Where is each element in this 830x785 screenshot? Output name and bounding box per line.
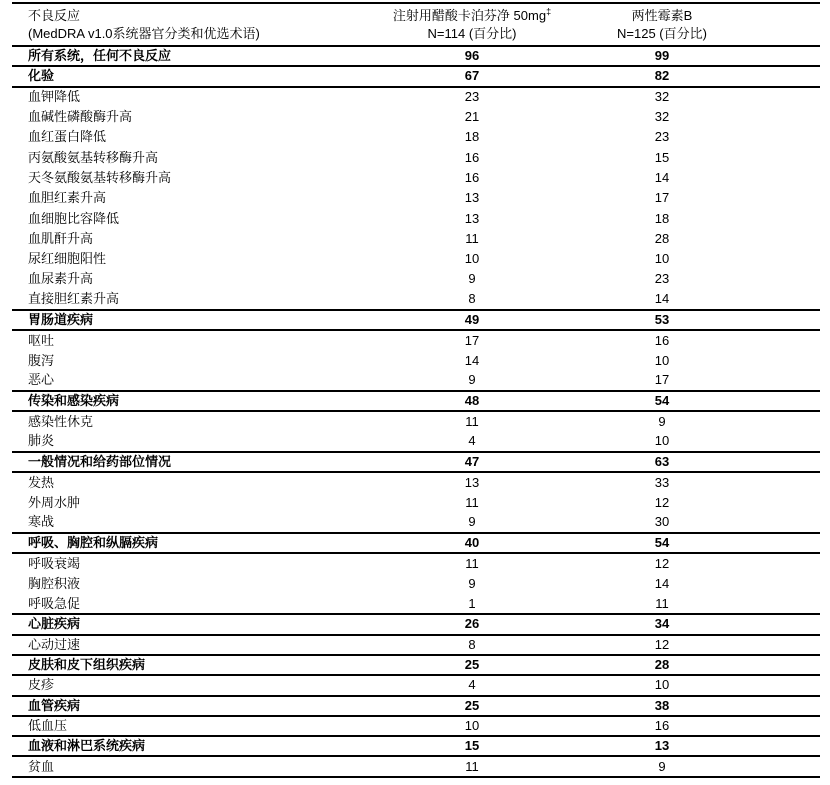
- double-dagger-footnote-mark: ‡: [546, 6, 552, 17]
- amphotericin-percent-value: 33: [654, 474, 670, 490]
- row-label: 呼吸急促: [28, 595, 81, 611]
- amphotericin-percent-value: 53: [654, 312, 670, 327]
- table-body: [12, 46, 820, 777]
- caspofungin-percent-value: 15: [464, 738, 480, 754]
- row-label: 心动过速: [28, 636, 81, 652]
- spacer-cell: [757, 675, 820, 695]
- row-label: 丙氨酸氨基转移酶升高: [28, 149, 159, 165]
- spacer-cell: [757, 350, 820, 370]
- amphotericin-percent-value: 16: [654, 717, 670, 733]
- amphotericin-percent-value: 54: [654, 393, 670, 409]
- section-row: [12, 655, 820, 675]
- header-amphotericin: [567, 3, 757, 46]
- spacer-cell: [757, 229, 820, 249]
- spacer-cell: [757, 574, 820, 594]
- amphotericin-percent-value: 11: [655, 595, 669, 611]
- row-label: 血管疾病: [28, 697, 81, 713]
- row-label: 所有系统，任何不良反应: [28, 48, 172, 64]
- caspofungin-percent-value: 1: [468, 595, 476, 611]
- amphotericin-percent-value: 34: [654, 616, 670, 632]
- amphotericin-percent-value: 82: [654, 68, 670, 84]
- caspofungin-percent-value: 67: [464, 68, 480, 84]
- header-col2-title-text: 注射用醋酸卡泊芬净 50mg: [392, 8, 547, 23]
- amphotericin-percent-value: 10: [654, 251, 670, 267]
- header-col3-title: 两性霉素B: [631, 8, 693, 23]
- row-label: 直接胆红素升高: [28, 291, 120, 307]
- spacer-cell: [757, 310, 820, 330]
- row-label: 腹泻: [28, 352, 55, 368]
- spacer-cell: [757, 107, 820, 127]
- spacer-cell: [757, 493, 820, 513]
- row-label: 一般情况和给药部位情况: [28, 454, 172, 470]
- caspofungin-percent-value: 21: [464, 109, 480, 125]
- table-header: [12, 3, 820, 46]
- spacer-cell: [757, 655, 820, 675]
- spacer-cell: [757, 533, 820, 553]
- row-label: 传染和感染疾病: [28, 393, 120, 409]
- header-col2-subtitle: N=114 (百分比): [427, 26, 517, 41]
- table-row: [12, 87, 820, 107]
- caspofungin-percent-value: 16: [464, 169, 480, 185]
- section-row: [12, 310, 820, 330]
- caspofungin-percent-value: 23: [464, 89, 480, 105]
- caspofungin-percent-value: 14: [464, 352, 480, 368]
- section-row: [12, 66, 820, 86]
- spacer-cell: [757, 188, 820, 208]
- spacer-cell: [757, 696, 820, 716]
- header-col1-line1: 不良反应: [28, 8, 81, 23]
- spacer-cell: [757, 290, 820, 310]
- spacer-cell: [757, 594, 820, 614]
- section-row: [12, 391, 820, 411]
- caspofungin-percent-value: 9: [468, 514, 476, 530]
- header-col2-title: [377, 7, 567, 25]
- spacer-cell: [757, 411, 820, 431]
- caspofungin-percent-value: 18: [464, 129, 480, 145]
- table-row: [12, 635, 820, 655]
- table-row: [12, 330, 820, 350]
- table-row: [12, 574, 820, 594]
- row-label: 胃肠道疾病: [28, 312, 94, 327]
- spacer-cell: [757, 371, 820, 391]
- amphotericin-percent-value: 12: [654, 556, 670, 572]
- spacer-cell: [757, 168, 820, 188]
- spacer-cell: [757, 432, 820, 452]
- caspofungin-percent-value: 11: [465, 556, 479, 572]
- header-col3-subtitle: N=125 (百分比): [617, 26, 707, 41]
- spacer-cell: [757, 208, 820, 228]
- spacer-cell: [757, 472, 820, 492]
- amphotericin-percent-value: 28: [654, 230, 670, 246]
- header-caspofungin: [377, 3, 567, 46]
- caspofungin-percent-value: 26: [464, 616, 480, 632]
- spacer-cell: [757, 66, 820, 86]
- table-row: [12, 756, 820, 776]
- caspofungin-percent-value: 11: [465, 413, 479, 429]
- table-row: [12, 371, 820, 391]
- amphotericin-percent-value: 23: [654, 129, 670, 145]
- section-row: [12, 533, 820, 553]
- row-label: 呼吸、胸腔和纵膈疾病: [28, 535, 159, 551]
- caspofungin-percent-value: 13: [464, 474, 480, 490]
- amphotericin-percent-value: 14: [654, 575, 670, 591]
- amphotericin-percent-value: 28: [654, 657, 670, 673]
- table-row: [12, 168, 820, 188]
- row-label: 血肌酐升高: [28, 230, 94, 246]
- spacer-cell: [757, 614, 820, 634]
- row-label: 胸腔积液: [28, 575, 81, 591]
- table-row: [12, 553, 820, 573]
- spacer-cell: [757, 635, 820, 655]
- table-row: [12, 127, 820, 147]
- row-label: 恶心: [28, 372, 55, 388]
- caspofungin-percent-value: 4: [468, 433, 476, 449]
- row-label: 血碱性磷酸酶升高: [28, 109, 133, 125]
- section-row: [12, 614, 820, 634]
- amphotericin-percent-value: 15: [654, 149, 670, 165]
- amphotericin-percent-value: 38: [654, 697, 670, 713]
- header-row: [12, 3, 820, 46]
- row-label: 发热: [28, 474, 55, 490]
- caspofungin-percent-value: 9: [468, 372, 476, 388]
- caspofungin-percent-value: 8: [468, 636, 476, 652]
- caspofungin-percent-value: 10: [464, 251, 480, 267]
- table-row: [12, 513, 820, 533]
- row-label: 血钾降低: [28, 89, 81, 105]
- spacer-cell: [757, 391, 820, 411]
- table-row: [12, 432, 820, 452]
- amphotericin-percent-value: 12: [654, 494, 670, 510]
- table-row: [12, 675, 820, 695]
- amphotericin-percent-value: 13: [654, 738, 670, 754]
- amphotericin-percent-value: 32: [654, 89, 670, 105]
- spacer-cell: [757, 127, 820, 147]
- row-label: 心脏疾病: [28, 616, 81, 632]
- spacer-cell: [757, 147, 820, 167]
- header-adverse-reaction: [12, 3, 377, 46]
- table-row: [12, 249, 820, 269]
- amphotericin-percent-value: 99: [654, 48, 670, 64]
- table-row: [12, 107, 820, 127]
- row-label: 贫血: [28, 758, 55, 774]
- amphotericin-percent-value: 10: [654, 433, 670, 449]
- row-label: 化验: [28, 68, 55, 84]
- amphotericin-percent-value: 32: [654, 109, 670, 125]
- amphotericin-percent-value: 9: [658, 758, 666, 774]
- row-label: 低血压: [28, 717, 68, 733]
- caspofungin-percent-value: 9: [468, 575, 476, 591]
- amphotericin-percent-value: 14: [654, 291, 670, 307]
- caspofungin-percent-value: 48: [464, 393, 480, 409]
- adverse-reactions-table: [12, 2, 820, 778]
- caspofungin-percent-value: 11: [465, 494, 479, 510]
- row-label: 皮肤和皮下组织疾病: [28, 657, 146, 673]
- amphotericin-percent-value: 17: [654, 190, 670, 206]
- header-spacer-cell: [757, 3, 820, 46]
- table-row: [12, 411, 820, 431]
- caspofungin-percent-value: 25: [464, 657, 480, 673]
- table-row: [12, 208, 820, 228]
- spacer-cell: [757, 553, 820, 573]
- row-label: 尿红细胞阳性: [28, 251, 107, 267]
- caspofungin-percent-value: 9: [468, 271, 476, 287]
- amphotericin-percent-value: 14: [654, 169, 670, 185]
- amphotericin-percent-value: 63: [654, 454, 670, 470]
- caspofungin-percent-value: 40: [464, 535, 480, 551]
- adverse-reactions-table-wrap: [12, 2, 820, 778]
- row-label: 呕吐: [28, 332, 55, 348]
- section-row: [12, 46, 820, 66]
- caspofungin-percent-value: 96: [464, 48, 480, 64]
- spacer-cell: [757, 269, 820, 289]
- spacer-cell: [757, 756, 820, 776]
- amphotericin-percent-value: 16: [654, 332, 670, 348]
- row-label: 血胆红素升高: [28, 190, 107, 206]
- table-row: [12, 350, 820, 370]
- table-row: [12, 147, 820, 167]
- amphotericin-percent-value: 54: [654, 535, 670, 551]
- spacer-cell: [757, 513, 820, 533]
- table-row: [12, 188, 820, 208]
- row-label: 寒战: [28, 514, 55, 530]
- table-row: [12, 594, 820, 614]
- caspofungin-percent-value: 13: [464, 190, 480, 206]
- row-label: 感染性休克: [28, 413, 94, 429]
- table-row: [12, 229, 820, 249]
- row-label: 外周水肿: [28, 494, 81, 510]
- caspofungin-percent-value: 8: [468, 291, 476, 307]
- amphotericin-percent-value: 30: [654, 514, 670, 530]
- spacer-cell: [757, 249, 820, 269]
- row-label: 血液和淋巴系统疾病: [28, 738, 146, 754]
- section-row: [12, 736, 820, 756]
- caspofungin-percent-value: 11: [465, 230, 479, 246]
- row-label: 天冬氨酸氨基转移酶升高: [28, 169, 172, 185]
- table-row: [12, 493, 820, 513]
- amphotericin-percent-value: 10: [654, 352, 670, 368]
- spacer-cell: [757, 87, 820, 107]
- table-row: [12, 269, 820, 289]
- amphotericin-percent-value: 23: [654, 271, 670, 287]
- caspofungin-percent-value: 47: [464, 454, 480, 470]
- caspofungin-percent-value: 11: [465, 758, 479, 774]
- caspofungin-percent-value: 4: [468, 677, 476, 693]
- caspofungin-percent-value: 25: [464, 697, 480, 713]
- header-col1-line2: (MedDRA v1.0系统器官分类和优选术语): [28, 26, 260, 41]
- amphotericin-percent-value: 10: [654, 677, 670, 693]
- caspofungin-percent-value: 13: [464, 210, 480, 226]
- spacer-cell: [757, 452, 820, 472]
- caspofungin-percent-value: 10: [464, 717, 480, 733]
- row-label: 肺炎: [28, 433, 55, 449]
- table-row: [12, 716, 820, 736]
- row-label: 血尿素升高: [28, 271, 94, 287]
- section-row: [12, 452, 820, 472]
- row-label: 皮疹: [28, 677, 55, 693]
- table-row: [12, 472, 820, 492]
- caspofungin-percent-value: 17: [464, 332, 480, 348]
- amphotericin-percent-value: 9: [658, 413, 666, 429]
- amphotericin-percent-value: 18: [654, 210, 670, 226]
- caspofungin-percent-value: 16: [464, 149, 480, 165]
- spacer-cell: [757, 736, 820, 756]
- row-label: 血红蛋白降低: [28, 129, 107, 145]
- row-label: 呼吸衰竭: [28, 556, 81, 572]
- section-row: [12, 696, 820, 716]
- caspofungin-percent-value: 49: [464, 312, 480, 327]
- row-label: 血细胞比容降低: [28, 210, 120, 226]
- table-row: [12, 290, 820, 310]
- spacer-cell: [757, 330, 820, 350]
- amphotericin-percent-value: 12: [654, 636, 670, 652]
- spacer-cell: [757, 46, 820, 66]
- amphotericin-percent-value: 17: [654, 372, 670, 388]
- spacer-cell: [757, 716, 820, 736]
